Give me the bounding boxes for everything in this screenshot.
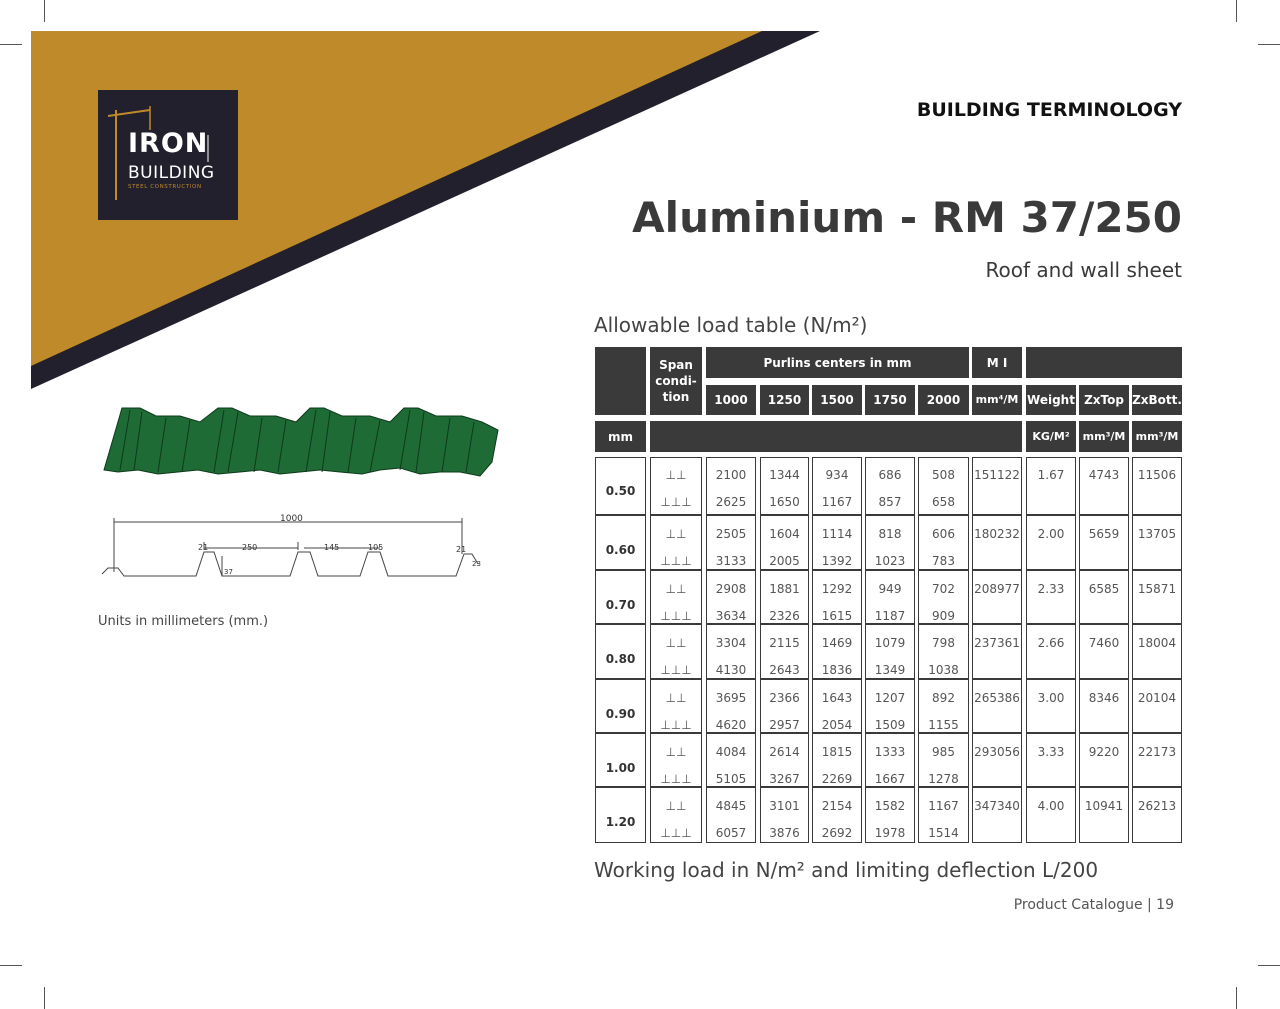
prop-zxbott: 20104 — [1137, 691, 1177, 705]
row-divider — [972, 732, 1022, 734]
profile-dimension-drawing — [100, 512, 500, 602]
row-divider — [972, 623, 1022, 625]
load-value-single: 1114 — [821, 527, 853, 541]
row-divider — [1132, 514, 1182, 516]
load-value-double: 1392 — [821, 554, 853, 568]
prop-weight: 3.00 — [1037, 691, 1065, 705]
row-thickness: 0.80 — [605, 652, 636, 666]
row-divider — [1079, 678, 1129, 680]
load-value-single: 818 — [878, 527, 902, 541]
prop-zxtop: 8346 — [1088, 691, 1120, 705]
load-value-single: 1604 — [769, 527, 800, 541]
row-divider — [812, 623, 862, 625]
load-value-single: 702 — [932, 582, 955, 596]
span-symbol-single: ⊥⊥ — [665, 745, 687, 759]
prop-weight: 1.67 — [1037, 468, 1065, 482]
load-value-double: 4620 — [715, 718, 747, 732]
load-value-single: 1815 — [821, 745, 853, 759]
span-symbol-single: ⊥⊥ — [665, 691, 687, 705]
prop-zxtop: 6585 — [1088, 582, 1120, 596]
row-divider — [760, 514, 809, 516]
row-divider — [918, 732, 969, 734]
load-value-single: 934 — [825, 468, 849, 482]
load-value-double: 3634 — [715, 609, 747, 623]
header-purlin-1000: 1000 — [706, 385, 756, 415]
row-divider — [595, 623, 646, 625]
row-divider — [918, 569, 969, 571]
header-purlin-1250: 1250 — [760, 385, 809, 415]
load-value-single: 949 — [878, 582, 902, 596]
row-divider — [650, 623, 702, 625]
prop-zxtop: 7460 — [1088, 636, 1120, 650]
header-zxbott: ZxBott. — [1132, 385, 1182, 415]
span-symbol-double: ⊥⊥⊥ — [660, 772, 692, 786]
load-value-double: 1038 — [928, 663, 959, 677]
load-value-single: 1469 — [821, 636, 853, 650]
load-value-single: 3695 — [715, 691, 747, 705]
header-zxbott-unit: mm³/M — [1132, 421, 1182, 452]
row-divider — [760, 678, 809, 680]
header-purlin-1500: 1500 — [812, 385, 862, 415]
row-divider — [760, 732, 809, 734]
load-value-single: 3304 — [715, 636, 747, 650]
span-symbol-single: ⊥⊥ — [665, 468, 687, 482]
load-value-double: 1836 — [821, 663, 853, 677]
prop-zxtop: 4743 — [1088, 468, 1120, 482]
load-value-single: 2115 — [769, 636, 800, 650]
load-value-single: 1881 — [769, 582, 800, 596]
load-value-double: 6057 — [715, 826, 747, 840]
load-value-double: 1978 — [874, 826, 906, 840]
row-divider — [918, 678, 969, 680]
brand-line1: IRON — [128, 128, 209, 159]
prop-weight: 3.33 — [1037, 745, 1065, 759]
row-divider — [1079, 732, 1129, 734]
header-mi-unit: mm⁴/M — [972, 385, 1022, 415]
load-value-double: 4130 — [715, 663, 747, 677]
load-value-single: 606 — [932, 527, 955, 541]
row-divider — [918, 514, 969, 516]
prop-zxbott: 22173 — [1137, 745, 1177, 759]
header-row3-blank — [650, 421, 1022, 452]
row-divider — [760, 569, 809, 571]
row-divider — [1026, 678, 1076, 680]
load-value-double: 2326 — [769, 609, 800, 623]
row-divider — [650, 786, 702, 788]
load-value-single: 686 — [878, 468, 902, 482]
row-divider — [650, 569, 702, 571]
prop-mi: 180232 — [974, 527, 1020, 541]
brand-logo — [98, 90, 238, 220]
load-value-double: 658 — [932, 495, 955, 509]
load-value-single: 2614 — [769, 745, 800, 759]
load-value-single: 1079 — [874, 636, 906, 650]
header-zxtop-unit: mm³/M — [1079, 421, 1129, 452]
row-divider — [812, 732, 862, 734]
page-footer: Product Catalogue | 19 — [1013, 897, 1174, 913]
load-value-single: 4845 — [715, 799, 747, 813]
prop-zxbott: 26213 — [1137, 799, 1177, 813]
row-thickness: 1.00 — [605, 761, 636, 775]
row-divider — [972, 569, 1022, 571]
row-divider — [1132, 732, 1182, 734]
span-symbol-double: ⊥⊥⊥ — [660, 554, 692, 568]
row-thickness: 0.50 — [605, 484, 636, 498]
span-symbol-single: ⊥⊥ — [665, 527, 687, 541]
row-thickness: 0.90 — [605, 707, 636, 721]
row-divider — [812, 678, 862, 680]
load-value-double: 1278 — [928, 772, 959, 786]
prop-zxbott: 11506 — [1137, 468, 1177, 482]
row-divider — [595, 514, 646, 516]
roof-sheet-illustration — [100, 400, 500, 482]
table-caption: Allowable load table (N/m²) — [594, 313, 868, 337]
row-divider — [918, 786, 969, 788]
row-divider — [812, 569, 862, 571]
header-purlins: Purlins centers in mm — [706, 347, 969, 378]
load-value-double: 1650 — [769, 495, 800, 509]
span-symbol-single: ⊥⊥ — [665, 799, 687, 813]
load-value-double: 2625 — [715, 495, 747, 509]
span-symbol-double: ⊥⊥⊥ — [660, 663, 692, 677]
dim-21b: 21 — [456, 545, 467, 554]
dim-pitch: 250 — [242, 543, 258, 552]
load-value-double: 3133 — [715, 554, 747, 568]
load-value-single: 985 — [932, 745, 955, 759]
load-value-double: 2643 — [769, 663, 800, 677]
row-divider — [1026, 623, 1076, 625]
row-divider — [1132, 569, 1182, 571]
span-symbol-double: ⊥⊥⊥ — [660, 609, 692, 623]
load-value-double: 857 — [878, 495, 902, 509]
load-value-single: 2366 — [769, 691, 800, 705]
prop-mi: 293056 — [974, 745, 1020, 759]
prop-mi: 237361 — [974, 636, 1020, 650]
load-value-single: 1643 — [821, 691, 853, 705]
load-value-double: 1023 — [874, 554, 906, 568]
load-value-single: 798 — [932, 636, 955, 650]
header-purlin-2000: 2000 — [918, 385, 969, 415]
row-divider — [1026, 786, 1076, 788]
prop-zxtop: 9220 — [1088, 745, 1120, 759]
dim-105: 105 — [368, 543, 384, 552]
product-title: Aluminium - RM 37/250 — [632, 193, 1182, 242]
row-thickness: 0.60 — [605, 543, 636, 557]
row-divider — [1079, 623, 1129, 625]
row-divider — [1079, 786, 1129, 788]
prop-zxtop: 5659 — [1088, 527, 1120, 541]
row-divider — [706, 514, 756, 516]
row-thickness: 0.70 — [605, 598, 636, 612]
header-mm: mm — [595, 421, 646, 452]
row-divider — [865, 732, 915, 734]
prop-mi: 347340 — [974, 799, 1020, 813]
dim-21a: 21 — [198, 543, 209, 552]
row-divider — [595, 678, 646, 680]
row-divider — [760, 786, 809, 788]
row-divider — [865, 786, 915, 788]
prop-weight: 4.00 — [1037, 799, 1065, 813]
prop-mi: 208977 — [974, 582, 1020, 596]
load-value-single: 1207 — [874, 691, 906, 705]
span-symbol-single: ⊥⊥ — [665, 582, 687, 596]
header-blank — [595, 347, 646, 415]
section-heading: BUILDING TERMINOLOGY — [916, 99, 1182, 121]
load-value-double: 2692 — [821, 826, 853, 840]
row-divider — [595, 569, 646, 571]
row-divider — [1132, 678, 1182, 680]
row-divider — [918, 623, 969, 625]
load-value-single: 3101 — [769, 799, 800, 813]
load-value-double: 1167 — [821, 495, 853, 509]
prop-weight: 2.00 — [1037, 527, 1065, 541]
header-mi: M I — [972, 347, 1022, 378]
load-value-double: 2054 — [821, 718, 853, 732]
load-value-double: 1187 — [874, 609, 906, 623]
header-span: Span condi- tion — [650, 347, 702, 415]
row-divider — [1026, 569, 1076, 571]
load-value-double: 1509 — [874, 718, 906, 732]
prop-mi: 265386 — [974, 691, 1020, 705]
row-divider — [706, 569, 756, 571]
row-divider — [760, 623, 809, 625]
row-divider — [865, 514, 915, 516]
row-divider — [706, 678, 756, 680]
dim-23: 23 — [472, 560, 481, 568]
load-value-double: 1155 — [928, 718, 959, 732]
prop-weight: 2.66 — [1037, 636, 1065, 650]
load-value-single: 2154 — [821, 799, 853, 813]
dim-37: 37 — [224, 568, 233, 576]
load-value-single: 2505 — [715, 527, 747, 541]
row-divider — [1079, 569, 1129, 571]
row-divider — [650, 678, 702, 680]
row-divider — [812, 514, 862, 516]
load-value-double: 909 — [932, 609, 955, 623]
prop-zxtop: 10941 — [1084, 799, 1124, 813]
row-divider — [595, 786, 646, 788]
prop-zxbott: 13705 — [1137, 527, 1177, 541]
header-props-blank — [1026, 347, 1182, 378]
prop-zxbott: 15871 — [1137, 582, 1177, 596]
prop-weight: 2.33 — [1037, 582, 1065, 596]
prop-zxbott: 18004 — [1137, 636, 1177, 650]
load-value-single: 508 — [932, 468, 955, 482]
units-note: Units in millimeters (mm.) — [98, 614, 269, 629]
row-divider — [972, 786, 1022, 788]
row-divider — [812, 786, 862, 788]
load-value-double: 5105 — [715, 772, 747, 786]
header-weight: Weight — [1026, 385, 1076, 415]
row-thickness: 1.20 — [605, 815, 636, 829]
brand-line3: STEEL CONSTRUCTION — [128, 184, 202, 190]
row-divider — [865, 569, 915, 571]
load-value-single: 1292 — [821, 582, 853, 596]
load-value-single: 1582 — [874, 799, 906, 813]
row-divider — [706, 732, 756, 734]
span-symbol-double: ⊥⊥⊥ — [660, 718, 692, 732]
load-value-double: 1349 — [874, 663, 906, 677]
row-divider — [865, 623, 915, 625]
load-value-double: 3267 — [769, 772, 800, 786]
row-divider — [1132, 623, 1182, 625]
row-divider — [972, 678, 1022, 680]
span-symbol-double: ⊥⊥⊥ — [660, 826, 692, 840]
row-divider — [1026, 732, 1076, 734]
load-value-single: 2908 — [715, 582, 747, 596]
load-value-double: 2005 — [769, 554, 800, 568]
load-value-double: 3876 — [769, 826, 800, 840]
load-value-single: 1344 — [769, 468, 800, 482]
row-divider — [1026, 514, 1076, 516]
load-value-double: 783 — [932, 554, 955, 568]
product-subtitle: Roof and wall sheet — [985, 258, 1182, 282]
load-value-double: 1514 — [928, 826, 959, 840]
span-symbol-single: ⊥⊥ — [665, 636, 687, 650]
header-weight-unit: KG/M² — [1026, 421, 1076, 452]
load-value-double: 2957 — [769, 718, 800, 732]
table-footer-note: Working load in N/m² and limiting deflection L/200 — [594, 858, 1099, 882]
load-value-double: 1667 — [874, 772, 906, 786]
row-divider — [706, 786, 756, 788]
load-value-double: 2269 — [821, 772, 853, 786]
dim-width: 1000 — [280, 514, 303, 524]
brand-line2: BUILDING — [128, 163, 215, 183]
row-divider — [972, 514, 1022, 516]
row-divider — [650, 514, 702, 516]
dim-145: 145 — [324, 543, 340, 552]
header-purlin-1750: 1750 — [865, 385, 915, 415]
load-value-single: 2100 — [715, 468, 747, 482]
row-divider — [650, 732, 702, 734]
row-divider — [595, 732, 646, 734]
row-divider — [1132, 786, 1182, 788]
row-divider — [1079, 514, 1129, 516]
row-divider — [706, 623, 756, 625]
load-value-double: 1615 — [821, 609, 853, 623]
prop-mi: 151122 — [974, 468, 1020, 482]
load-value-single: 1333 — [874, 745, 906, 759]
load-value-single: 4084 — [715, 745, 747, 759]
load-value-single: 892 — [932, 691, 955, 705]
load-value-single: 1167 — [928, 799, 959, 813]
span-symbol-double: ⊥⊥⊥ — [660, 495, 692, 509]
header-zxtop: ZxTop — [1079, 385, 1129, 415]
row-divider — [865, 678, 915, 680]
